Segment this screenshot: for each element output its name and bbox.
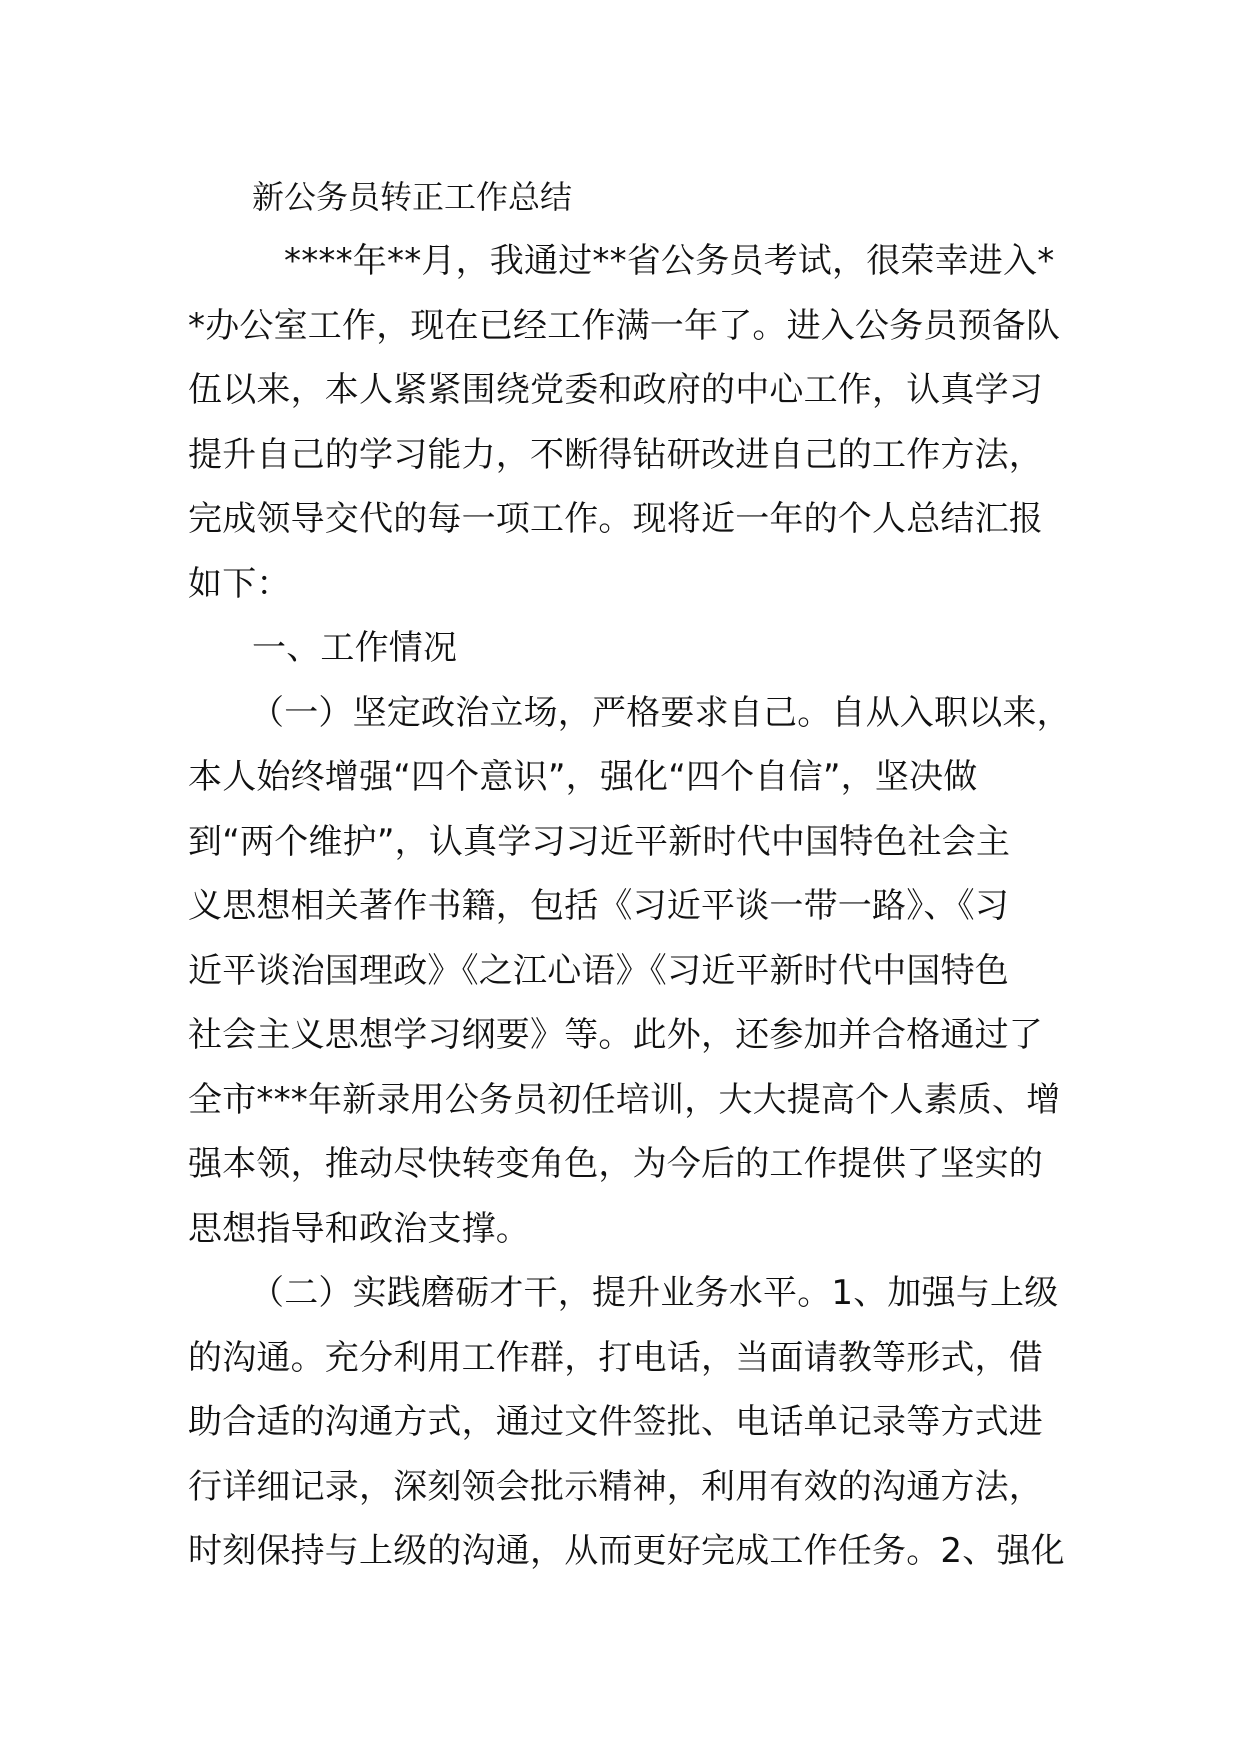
paragraph-2-line-2: 本人始终增强“四个意识”，强化“四个自信”，坚决做	[188, 757, 978, 797]
paragraph-3-line-3: 助合适的沟通方式，通过文件签批、电话单记录等方式进	[188, 1402, 1043, 1442]
paragraph-1-line-3: 伍以来，本人紧紧围绕党委和政府的中心工作，认真学习	[188, 370, 1043, 410]
paragraph-2-line-6: 社会主义思想学习纲要》等。此外，还参加并合格通过了	[188, 1015, 1043, 1055]
document-body	[188, 165, 1071, 1584]
paragraph-1-line-6: 如下：	[188, 563, 291, 604]
paragraph-2-line-3: 到“两个维护”，认真学习习近平新时代中国特色社会主	[188, 821, 1011, 862]
paragraph-3-line-1: （二）实践磨砺才干，提升业务水平。1、加强与上级	[250, 1273, 1059, 1313]
paragraph-1-line-1: ****年**月，我通过**省公务员考试，很荣幸进入*	[284, 241, 1055, 281]
document-title: 新公务员转正工作总结	[252, 178, 573, 216]
paragraph-2-line-4: 义思想相关著作书籍，包括《习近平谈一带一路》、《习	[188, 886, 1009, 926]
paragraph-3-line-4: 行详细记录，深刻领会批示精神，利用有效的沟通方法，	[188, 1466, 1043, 1507]
paragraph-2-line-7: 全市***年新录用公务员初任培训，大大提高个人素质、增	[188, 1079, 1061, 1120]
paragraph-3-line-2: 的沟通。充分利用工作群，打电话，当面请教等形式，借	[188, 1337, 1043, 1378]
paragraph-1-line-5: 完成领导交代的每一项工作。现将近一年的个人总结汇报	[188, 499, 1043, 539]
paragraph-2-line-9: 思想指导和政治支撑。	[188, 1208, 530, 1249]
paragraph-3-line-5: 时刻保持与上级的沟通，从而更好完成工作任务。2、强化	[188, 1531, 1065, 1571]
paragraph-2-line-1: （一）坚定政治立场，严格要求自己。自从入职以来，	[250, 692, 1071, 733]
paragraph-1-line-4: 提升自己的学习能力，不断得钻研改进自己的工作方法，	[188, 434, 1043, 475]
paragraph-1-line-2: *办公室工作，现在已经工作满一年了。进入公务员预备队	[188, 305, 1061, 346]
paragraph-2-line-5: 近平谈治国理政》《之江心语》《习近平新时代中国特色	[188, 950, 1009, 991]
section-heading-work: 一、工作情况	[252, 628, 458, 668]
paragraph-2-line-8: 强本领，推动尽快转变角色，为今后的工作提供了坚实的	[188, 1144, 1043, 1184]
